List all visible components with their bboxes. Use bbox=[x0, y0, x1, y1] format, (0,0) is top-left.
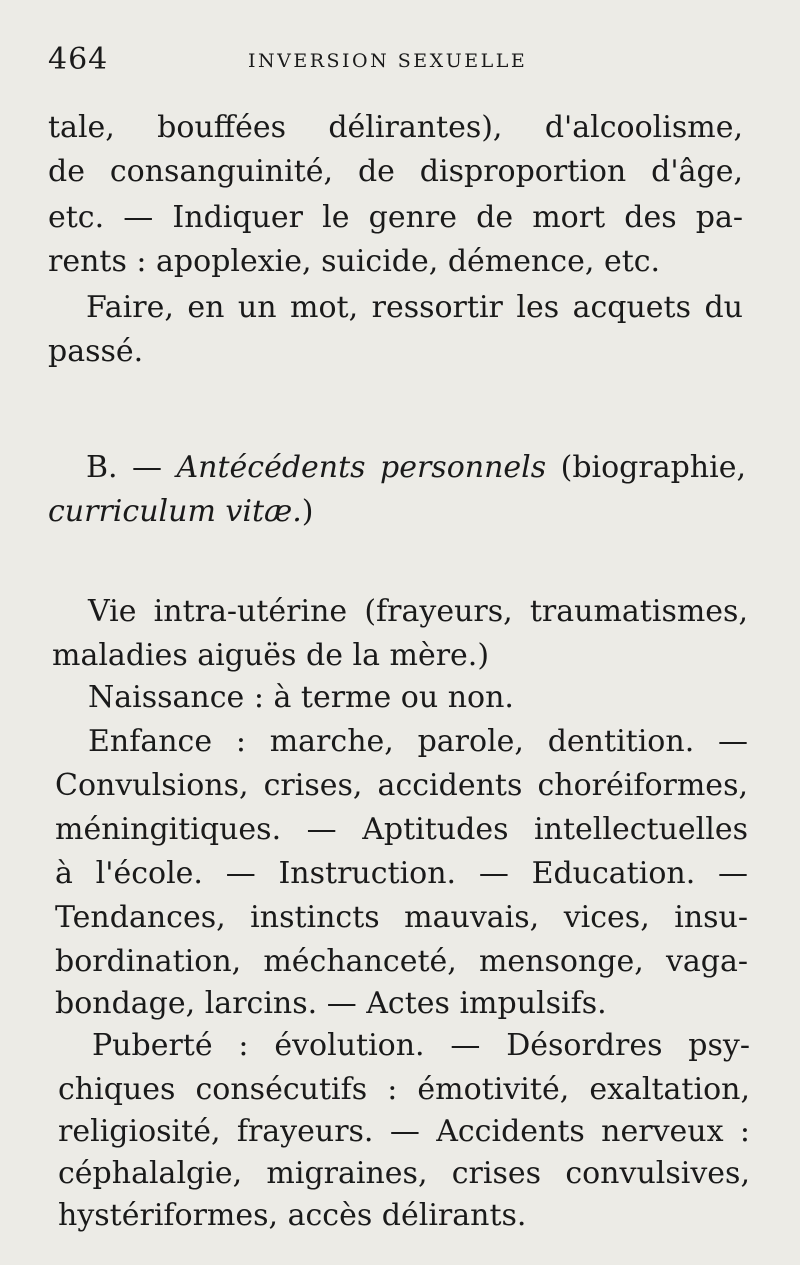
running-title: INVERSION SEXUELLE bbox=[248, 50, 528, 72]
text-line: Tendances, instincts mauvais, vices, insu- bbox=[55, 900, 748, 935]
text-line: tale, bouffées délirantes), d'alcoolisme, bbox=[48, 110, 743, 145]
text-line: Naissance : à terme ou non. bbox=[88, 680, 514, 715]
page-number: 464 bbox=[48, 42, 109, 77]
text-line: etc. — Indiquer le genre de mort des pa- bbox=[48, 200, 743, 235]
text-line: bordination, méchanceté, mensonge, vaga- bbox=[55, 944, 748, 979]
text-line: méningitiques. — Aptitudes intellectuelles bbox=[55, 812, 748, 847]
text-line: hystériformes, accès délirants. bbox=[58, 1198, 527, 1233]
text-line: Enfance : marche, parole, dentition. — bbox=[88, 724, 748, 759]
page-header bbox=[48, 42, 740, 82]
section-title: Antécédents personnels bbox=[176, 450, 547, 485]
section-paren-close: ) bbox=[301, 494, 314, 529]
text-line: à l'école. — Instruction. — Education. — bbox=[55, 856, 748, 891]
text-line: Puberté : évolution. — Désordres psy- bbox=[92, 1028, 750, 1063]
section-latin: curriculum vitæ. bbox=[48, 494, 302, 529]
text-line: céphalalgie, migraines, crises convulsives, bbox=[58, 1156, 750, 1191]
section-heading-line bbox=[86, 446, 746, 490]
text-line: Vie intra-utérine (frayeurs, traumatismes, bbox=[88, 594, 748, 629]
text-line: chiques consécutifs : émotivité, exaltation, bbox=[58, 1072, 750, 1107]
text-line: Convulsions, crises, accidents choréiformes, bbox=[55, 768, 748, 803]
text-line: de consanguinité, de disproportion d'âge, bbox=[48, 154, 743, 189]
section-heading-line bbox=[48, 490, 743, 534]
section-letter: B. — bbox=[86, 450, 163, 485]
text-line: rents : apoplexie, suicide, démence, etc. bbox=[48, 244, 661, 279]
text-line: religiosité, frayeurs. — Accidents nerveux : bbox=[58, 1114, 750, 1149]
text-line: Faire, en un mot, ressortir les acquets du bbox=[86, 290, 743, 325]
text-line: bondage, larcins. — Actes impulsifs. bbox=[55, 986, 607, 1021]
text-line: passé. bbox=[48, 334, 144, 369]
text-line: maladies aiguës de la mère.) bbox=[52, 638, 490, 673]
section-paren-open: (biographie, bbox=[560, 450, 747, 485]
